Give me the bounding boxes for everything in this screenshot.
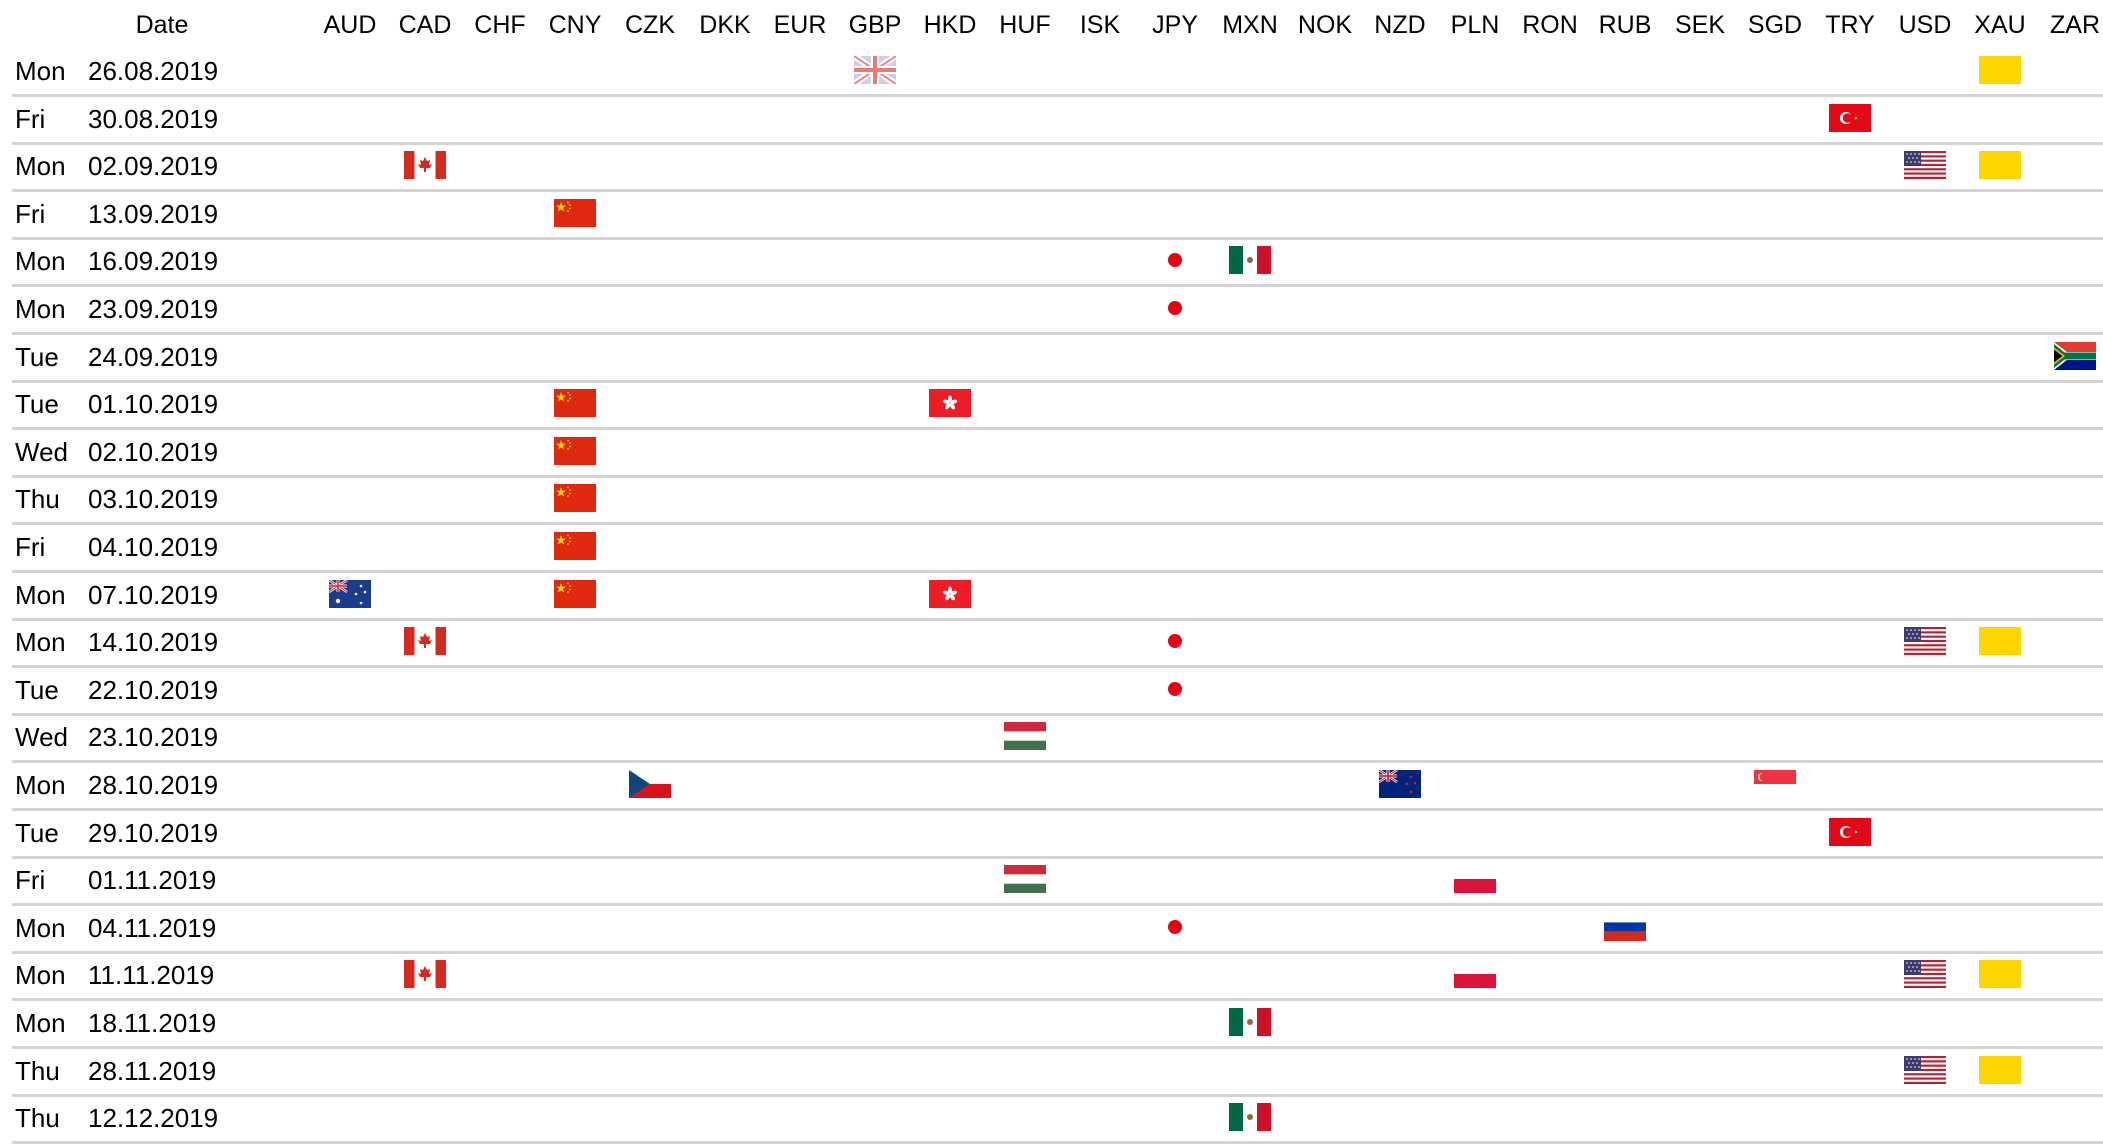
row-day: Tue [15,341,59,372]
row-day: Wed [15,436,68,467]
china-flag-icon [554,437,596,465]
canada-flag-icon [404,151,446,179]
china-flag-icon [554,532,596,560]
row-date: 30.08.2019 [88,103,219,134]
russia-flag-icon [1604,913,1646,941]
column-header-gbp: GBP [848,11,902,39]
hungary-flag-icon [1004,865,1046,893]
canada-flag-icon [404,960,446,988]
row-date: 22.10.2019 [88,674,219,705]
row-date: 28.10.2019 [88,770,219,800]
japan-flag-icon [1154,675,1196,703]
hungary-flag-icon [1004,722,1046,750]
row-date: 01.10.2019 [88,389,219,420]
row-date: 23.10.2019 [88,722,219,753]
row-day: Thu [15,1103,60,1134]
row-date: 14.10.2019 [88,627,219,658]
date-column-header: Date [135,11,189,39]
column-header-ron: RON [1522,11,1578,39]
japan-flag-icon [1154,627,1196,655]
column-header-mxn: MXN [1222,11,1278,39]
column-header-pln: PLN [1450,11,1500,39]
japan-flag-icon [1154,294,1196,322]
column-header-cny: CNY [548,11,602,39]
uk-flag-icon [854,56,896,84]
row-date: 11.11.2019 [88,960,215,991]
row-day: Tue [15,817,59,848]
hong-kong-flag-icon [929,580,971,608]
table-row [12,572,2103,621]
table-row [12,191,2103,240]
row-day: Thu [15,1055,60,1086]
table-row [12,476,2103,525]
usa-flag-icon [1904,960,1946,988]
china-flag-icon [554,389,596,417]
row-day: Tue [15,389,59,420]
poland-flag-icon [1454,865,1496,893]
table-row [12,96,2103,145]
row-day: Mon [15,56,66,86]
column-header-huf: HUF [999,11,1051,39]
table-row [12,238,2103,287]
poland-flag-icon [1454,960,1496,988]
table-row [12,286,2103,335]
table-row [12,1048,2103,1097]
column-header-zar: ZAR [2050,11,2100,39]
turkey-flag-icon [1829,818,1871,846]
row-day: Mon [15,960,66,991]
czech-flag-icon [629,770,671,798]
row-day: Fri [15,865,46,896]
gold-swatch-icon [1979,151,2021,179]
column-header-xau: XAU [1974,11,2026,39]
table-row [12,762,2103,811]
column-header-isk: ISK [1079,11,1121,39]
column-header-nok: NOK [1297,11,1353,39]
row-date: 01.11.2019 [88,865,217,896]
mexico-flag-icon [1229,246,1271,274]
hong-kong-flag-icon [929,389,971,417]
china-flag-icon [554,484,596,512]
row-date: 02.10.2019 [88,436,219,467]
row-date: 23.09.2019 [88,294,219,324]
japan-flag-icon [1154,246,1196,274]
column-header-aud: AUD [323,11,377,39]
row-day: Wed [15,722,68,753]
row-day: Fri [15,198,46,229]
row-date: 24.09.2019 [88,341,219,372]
column-header-jpy: JPY [1152,11,1198,39]
table-row [12,857,2103,906]
gold-swatch-icon [1979,627,2021,655]
row-date: 26.08.2019 [88,56,219,86]
column-header-czk: CZK [625,11,675,39]
column-header-hkd: HKD [923,11,977,39]
row-day: Mon [15,627,66,658]
row-date: 03.10.2019 [88,484,219,515]
usa-flag-icon [1904,151,1946,179]
gold-swatch-icon [1979,1056,2021,1084]
row-date: 02.09.2019 [88,151,219,182]
row-day: Fri [15,532,46,562]
table-row [12,905,2103,954]
table-row [12,429,2103,478]
china-flag-icon [554,580,596,608]
row-day: Thu [15,484,60,515]
row-day: Mon [15,294,66,324]
table-row [12,48,2103,97]
table-row [12,524,2103,573]
column-header-cad: CAD [398,11,452,39]
turkey-flag-icon [1829,104,1871,132]
table-row [12,952,2103,1001]
australia-flag-icon [329,580,371,608]
row-date: 12.12.2019 [88,1103,219,1134]
row-date: 13.09.2019 [88,198,219,229]
table-row [12,381,2103,430]
usa-flag-icon [1904,1056,1946,1084]
column-header-dkk: DKK [699,11,751,39]
row-date: 16.09.2019 [88,246,219,277]
row-day: Mon [15,246,66,277]
row-day: Fri [15,103,46,134]
column-header-sgd: SGD [1747,11,1803,39]
row-day: Mon [15,1008,66,1038]
gold-swatch-icon [1979,960,2021,988]
row-date: 28.11.2019 [88,1055,217,1086]
column-header-eur: EUR [773,11,827,39]
canada-flag-icon [404,627,446,655]
row-date: 04.11.2019 [88,912,217,943]
column-header-rub: RUB [1598,11,1652,39]
column-header-chf: CHF [474,11,526,39]
row-day: Tue [15,674,59,705]
table-row [12,667,2103,716]
row-day: Mon [15,151,66,182]
south-africa-flag-icon [2054,342,2096,370]
column-header-try: TRY [1825,11,1875,39]
row-day: Mon [15,770,66,800]
gold-swatch-icon [1979,56,2021,84]
usa-flag-icon [1904,627,1946,655]
table-row [12,1000,2103,1049]
row-date: 07.10.2019 [88,579,219,610]
row-day: Mon [15,912,66,943]
singapore-flag-icon [1754,770,1796,798]
row-day: Mon [15,579,66,610]
row-date: 04.10.2019 [88,532,219,562]
table-row [12,334,2103,383]
china-flag-icon [554,199,596,227]
table-row [12,143,2103,192]
row-date: 29.10.2019 [88,817,219,848]
column-header-usd: USD [1898,11,1952,39]
new-zealand-flag-icon [1379,770,1421,798]
mexico-flag-icon [1229,1008,1271,1036]
column-header-sek: SEK [1674,11,1726,39]
row-date: 18.11.2019 [88,1008,217,1038]
table-row [12,810,2103,859]
table-row [12,714,2103,763]
column-header-nzd: NZD [1374,11,1426,39]
mexico-flag-icon [1229,1103,1271,1131]
table-row [12,619,2103,668]
table-row [12,1095,2103,1144]
japan-flag-icon [1154,913,1196,941]
